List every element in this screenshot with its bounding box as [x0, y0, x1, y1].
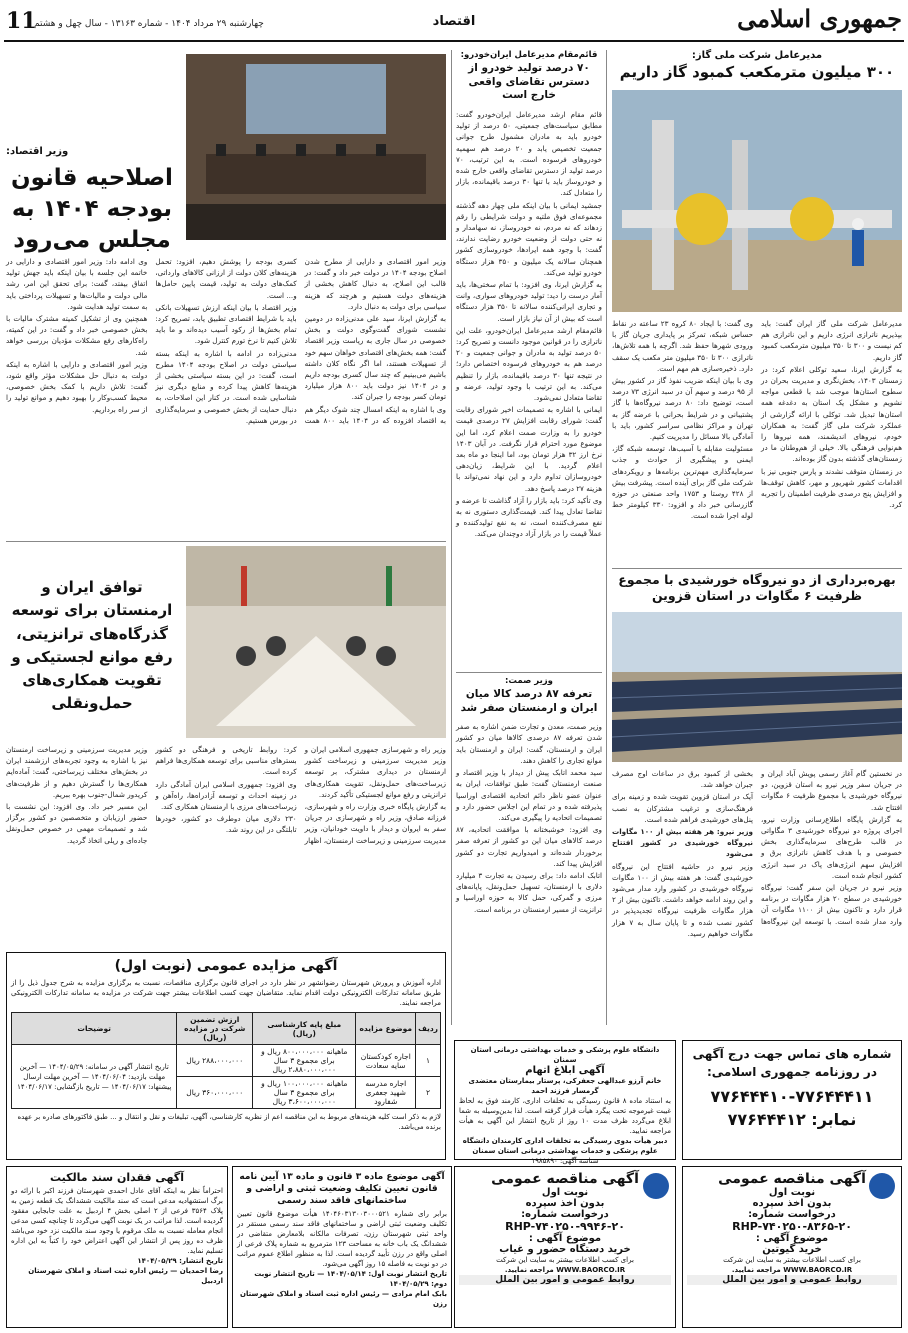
auction-cell: ماهیانه ۱۰۰،۰۰۰،۰۰۰ ریال و برای مجموع ۳ سال ۳،۶۰۰،۰۰۰،۰۰۰ ریال [253, 1077, 356, 1109]
gas-article [612, 50, 902, 570]
budget-paragraph: مدنی‌زاده در ادامه با اشاره به اینکه بسته سیاستی دولت در اصلاح بودجه ۱۴۰۴ مطرح است، گفت: در این بسته سیاستی بخشی از هزینه‌ها کاهش پیدا کرده و منابع دیگری نیز شناسایی شده است. در کنار این اصلاحات، به دنبال حمایت از بخش خصوصی و سرمایه‌گذاری در بورس هستیم. [155, 348, 297, 425]
gas-title: ۳۰۰ میلیون مترمکعب کمبود گاز داریم [619, 63, 895, 81]
cars-title: ۷۰ درصد تولید خودرو از دسترس تقاضای واقعی خارج است [468, 62, 590, 102]
auction-cell: ۱ [416, 1045, 441, 1077]
tender-subject-label: موضوع آگهی : [528, 1233, 602, 1244]
auction-col-header: ارزش تضمین شرکت در مزایده (ریال) [177, 1013, 253, 1045]
solar-paragraph: در نخستین گام آغاز رسمی پویش آباد ایران و در جریان سفر وزیر نیرو به استان قزوین، دو نیروگاه خورشیدی با مجموع ظرفیت ۶ مگاوات افتتاح شد. [761, 769, 903, 812]
armenia-paragraph: به گزارش پایگاه خبری وزارت راه و شهرسازی، فرزانه صادق، وزیر راه و شهرسازی در جریان سفر به ایروان و دیدار با داویت خودانیان، وزیر مدیریت سرزمینی و زیرساخت ارمنستان، اظهار کرد: روابط تاریخی و فرهنگی دو کشور بسترهای مناسبی برای توسعه همکاری‌ها فراهم کرده است. [155, 745, 446, 845]
contact-fax: نمابر: ۷۷۶۴۴۴۱۲ [727, 1110, 857, 1129]
gas-paragraph: وی با بیان اینکه ضریب نفوذ گاز در کشور بیش از ۹۵ درصد و سهم آن در سبد انرژی ۷۳ درصد است، توضیح داد: ۸۰ درصد نیروگاه‌ها با گاز پشتیبانی و در شرایط بحرانی با عرضه گاز به تهران و مراکز نظامی سراسر کشور، باید با آمادگی بالا مسائل را مدیریت کنیم. [612, 376, 753, 442]
land-title: آگهی موضوع ماده ۳ قانون و ماده ۱۳ آیین نامه قانون تعیین تکلیف وضعیت ثبتی و اراضی و ساختمانهای فاقد سند رسمی [239, 1172, 445, 1207]
auction-cell: اجاره مدرسه شهید جعفری شفارود [356, 1077, 416, 1109]
company-logo-icon [869, 1173, 895, 1199]
budget-kicker: وزیر اقتصاد: [6, 146, 69, 157]
contact-ad [682, 1040, 902, 1160]
delegation-meeting-image [186, 546, 446, 738]
cars-paragraph: قائم مقام ارشد مدیرعامل ایران‌خودرو گفت: مطابق سیاست‌های جمعیتی، ۵۰ درصد از تولید خودرو باید به مادران مشمول طرح جوانی جمعیت تخصیص یابد و ۲۰ درصد هم سهمیه خودروهای فرسوده است. به این ترتیب، ۷۰ درصد تولید از دسترس تقاضای واقعی خارج شده و خودروساز باید با تنها ۳۰ درصد باقیمانده، بازار را متعادل کند. [456, 109, 603, 198]
deed-title: آگهی فقدان سند مالکیت [50, 1171, 184, 1184]
budget-article [6, 50, 446, 540]
cars-body [456, 109, 602, 540]
gas-paragraph: وی گفت: با ایجاد ۸۰ کروه ۲۳ ساعته در نقاط حساس شبکه، تمرکز بر پایداری جریان گاز با ورودی شهرها حفظ شد. اگرچه با همه تلاش‌ها، ناترازی ۳۰۰ تا ۳۵۰ میلیون متر مکعب یک سقف دارد. ذخیره‌سازی هم مهم است. [612, 319, 754, 373]
auction-col-header: ردیف [416, 1013, 441, 1045]
armenia-photo [186, 546, 446, 738]
trade-title: تعرفه ۸۷ درصد کالا میان ایران و ارمنستان صفر شد [460, 688, 598, 714]
solar-title: بهره‌برداری از دو نیروگاه خورشیدی با مجموع ظرفیت ۶ مگاوات در استان قزوین [618, 572, 896, 604]
auction-col-header: مبلغ پایه کارشناسی (ریال) [253, 1013, 356, 1045]
tender-title: آگهی مناقصه عمومی [718, 1171, 866, 1187]
armenia-paragraph: وزیر مدیریت سرزمینی و زیرساخت ارمنستان نیز با اشاره به وجود تجربه‌های ارزشمند ایران در بخش‌های مختلف زیرساختی، گفت: آماده‌ایم همکاری‌ها را گسترش دهیم و از ظرفیت‌های کریدور شمال-جنوب بهره ببریم. [6, 745, 148, 799]
semnan-ad [454, 1040, 676, 1165]
cars-paragraph: وی تأکید کرد: باید بازار را آزاد گذاشت تا عرضه و تقاضا تعادل پیدا کند. قیمت‌گذاری دستوری نه به نفع مصرف‌کننده است، نه به نفع تولیدکننده و عملاً قیمت را در بازار آزاد دوچندان می‌کند. [456, 495, 602, 539]
trade-paragraph: اتابک ادامه داد: برای رسیدن به تجارت ۳ میلیارد دلاری با ارمنستان، تسهیل حمل‌ونقل، پایانه‌های مرزی و گمرکی، حمل کالا به حوزه اوراسیا و ترانزیت از مسیر ارمنستان در برنامه است. [456, 870, 602, 914]
semnan-body: به استناد ماده ۸ قانون رسیدگی به تخلفات اداری، کارمند فوق به لحاظ غیبت غیرموجه تحت پیگرد هیأت قرار گرفته است. لذا بدین‌وسیله به شما ابلاغ می‌گردد ظرف مدت ۱۰ روز از تاریخ انتشار این آگهی به هیأت مراجعه نمایید. [459, 1097, 671, 1135]
cars-paragraph: به گزارش ایرنا، وی افزود: با تمام سختی‌ها، باید آمار درست را دید: تولید خودروهای سواری، وانت و تجاری ایرانی‌کننده سالانه تا ۳۵۰ هزار دستگاه است که بیش از آن نیاز بازار است. [456, 279, 602, 323]
budget-paragraph: همچنین وی از تشکیل کمیته مشترک مالیات با بخش خصوصی خبر داد و گفت: در این کمیته، راه‌کارهای رفع مشکلات مؤدیان بررسی خواهد شد. [6, 314, 148, 357]
company-logo-icon [643, 1173, 669, 1199]
auction-cell: ۲۸۸،۰۰۰،۰۰۰ ریال [177, 1045, 253, 1077]
trade-paragraph: وزیر صمت، معدن و تجارت ضمن اشاره به صفر شدن تعرفه ۸۷ درصدی کالاها میان دو کشور ایران و ارمنستان، گفت: ایران و ارمنستان باید موانع تجاری را کاهش دهند. [456, 722, 602, 765]
auction-col-header: موضوع مزایده [356, 1013, 416, 1045]
tender-dept: روابط عمومی و امور بین الملل [459, 1275, 671, 1285]
page-number: 11 [6, 8, 37, 34]
cars-article [456, 50, 602, 670]
divider [456, 672, 602, 673]
divider [612, 568, 902, 569]
deed-body: احتراماً نظر به اینکه آقای عادل احمدی شهرستان فرزند اکبر با ارائه دو برگ استشهادیه مدعی است که سند مالکیت ششدانگ یک قطعه زمین به پلاک ۳۵۶۴ فرعی از ۲ اصلی بخش ۴ اردبیل به علت جابجایی مفقود گردیده است. لذا مراتب در یک نوبت آگهی می‌گردد تا چنانچه کسی مدعی انجام معامله نسبت به ملک مرقوم یا وجود سند مالکیت نزد خود می‌باشد ظرف ده روز پس از انتشار این آگهی اعتراض خود را کتباً به این اداره تسلیم نماید. [11, 1187, 223, 1255]
auction-table-header [12, 1013, 441, 1045]
armenia-paragraph: این مسیر خبر داد. وی افزود: این نشست با حضور ارزیابان و متخصصین دو کشور برگزار شد و تصمیمات مهمی در خصوص حمل‌ونقل جاده‌ای و ریلی اتخاذ گردید. [6, 802, 148, 845]
auction-cell: ۲ [416, 1077, 441, 1109]
armenia-paragraph: وزیر راه و شهرسازی جمهوری اسلامی ایران و وزیر مدیریت سرزمینی و زیرساخت کشور ارمنستان در دیداری مشترک، بر توسعه زیرساخت‌های حمل‌ونقل، تقویت همکاری‌های ترانزیتی و رفع موانع لجستیکی تأکید کردند. [304, 745, 446, 799]
tender-deposit: بدون اخذ سپرده [752, 1198, 832, 1209]
gas-paragraph: در زمستان متوقف نشدند و پارس جنوبی نیز با اقدامات کشور شهریور و مهر، کاهش توقف‌ها و افزایش پنج درصدی ظرفیت اطمینان را تجربه کرد. [761, 466, 902, 510]
tender-deposit: بدون اخذ سپرده [525, 1198, 605, 1209]
meeting-hall-image [186, 54, 446, 240]
auction-cell: ۳۶۰،۰۰۰،۰۰۰ ریال [177, 1077, 253, 1109]
trade-kicker: وزیر صمت: [505, 676, 553, 686]
budget-heading [6, 146, 178, 256]
divider [6, 541, 446, 542]
tender-ad-2 [454, 1166, 676, 1328]
solar-subheading: وزیر نیرو: هر هفته بیش از ۱۰۰ مگاوات نیروگاه خورشیدی در کشور افتتاح می‌شود [612, 827, 753, 859]
auction-notes: تاریخ انتشار آگهی در سامانه: ۱۴۰۴/۰۵/۲۹ — آخرین مهلت بازدید: ۱۴۰۴/۰۶/۰۴ — آخرین مهلت ارسال پیشنهاد: ۱۴۰۴/۰۶/۱۷ — تاریخ بازگشایی: ۱۴۰۴/۰۶/۱۷ [12, 1045, 177, 1109]
table-row [12, 1045, 441, 1077]
gas-pipeline-image [612, 90, 902, 312]
gas-paragraph: مسئولیت مقابله با آسیب‌ها، توسعه شبکه گاز، ایمنی و پیشگیری از حوادث و جذب سرمایه‌گذاری مهم‌ترین برنامه‌ها و رویکردهای شرکت ملی گاز برای آینده است. پیشرفت بیش از ۴۲۸ روستا و ۱۷۵۳ واحد صنعتی در حوزه گازرسانی خبر داد و افزود: ۳۳۰ کیلومتر خط لوله اجرا شده است. [612, 444, 753, 521]
gas-photo [612, 90, 902, 312]
semnan-title: آگهی ابلاغ اتهام [525, 1065, 605, 1076]
semnan-org: دانشگاه علوم پزشکی و خدمات بهداشتی درمانی استان سمنان [470, 1046, 660, 1064]
land-body: برابر رای شماره ۱۴۰۴۶۰۳۱۳۰۰۳۰۰۰۵۲۱ هیأت موضوع قانون تعیین تکلیف وضعیت ثبتی اراضی و ساختمانهای فاقد سند رسمی مستقر در واحد ثبتی شهرستان رزن، تصرفات مالکانه بلامعارض متقاضی در ششدانگ یک باب خانه به مساحت ۱۲۳ مترمربع به شماره پلاک فرعی از اصلی واقع در رزن تأیید گردیده است. لذا به منظور اطلاع عموم مراتب در دو نوبت به فاصله ۱۵ روز آگهی می‌شود. [237, 1210, 448, 1269]
trade-article [456, 676, 602, 1026]
solar-panels-image [612, 612, 902, 762]
tender-req-label: درخواست شماره: [748, 1209, 836, 1220]
tender-info: برای کسب اطلاعات بیشتر به سایت این شرکت [496, 1256, 634, 1264]
newspaper-logo: جمهوری اسلامی [737, 4, 902, 33]
solar-body [612, 768, 902, 1024]
armenia-heading [6, 576, 178, 716]
budget-paragraph: وی با اشاره به اینکه امسال چند شوک دیگر هم به اقتصاد افزوده که در ۱۴۰۴ باید ۸۰۰ همت کسری بودجه را پوشش دهیم، افزود: تحمل هزینه‌های کلان دولت از ارزانی کالاهای وارداتی، کمک‌های دولت به تولید، قیمت پایین حامل‌ها و... است. [155, 257, 446, 425]
budget-photo [186, 54, 446, 240]
tender-title: آگهی مناقصه عمومی [491, 1171, 639, 1187]
tender-subject-label: موضوع آگهی : [755, 1233, 829, 1244]
budget-paragraph: به گزارش ایرنا، سید علی مدنی‌زاده در دومین نشست شورای گفت‌وگوی دولت و بخش خصوصی در سال جاری به ریاست وزیر اقتصاد گفت: همه بخش‌های اقتصادی خواهان سهم خود از تسهیلات هستند، اما اگر نگاه کلان داشته باشیم می‌بینیم که چند سال کسری بودجه داریم و در ۱۴۰۴ نیز دولت باید ۸۰۰ هزار میلیارد تومان کسر بودجه را جبران کند. [304, 314, 446, 402]
budget-paragraph: وزیر امور اقتصادی و دارایی از مطرح شدن اصلاح بودجه ۱۴۰۴ در دولت خبر داد و گفت: در قالب این اصلاح، به دنبال کاهش بخشی از هزینه‌های دولت هستیم و هرچند که هزینه سیاسی برای دولت به دنبال دارد. [304, 257, 446, 311]
budget-paragraph: وی ادامه داد: وزیر امور اقتصادی و دارایی در خاتمه این جلسه با بیان اینکه باید جهش تولید اتفاق بیفتد، گفت: برای تحقق این امر، رشد مالی دولت و مالیات‌ها و تسهیلات پرداختی باید به سمت تولید هدایت شود. [6, 257, 148, 311]
tender-site: WWW.BAORCO.IR مراجعه نمایید. [504, 1266, 626, 1274]
contact-line: در روزنامه جمهوری اسلامی: [706, 1065, 878, 1079]
auction-cell: ماهیانه ۸۰۰،۰۰۰،۰۰۰ ریال و برای مجموع ۳ سال ۲،۸۸۰،۰۰۰،۰۰۰ ریال [253, 1045, 356, 1077]
tender-site: WWW.BAORCO.IR مراجعه نمایید. [731, 1266, 853, 1274]
auction-cell: اجاره کودکستان سایه سعادت [356, 1045, 416, 1077]
budget-paragraph: وزیر اقتصاد با بیان اینکه ارزش تسهیلات بانکی باید با شرایط اقتصادی تطبیق یابد، تصریح کرد: تمام بخش‌ها از رکود آسیب دیده‌اند و ما باید تلاش کنیم تا نرخ تورم کنترل شود. [155, 302, 297, 346]
budget-paragraph: وزیر امور اقتصادی و دارایی با اشاره به اینکه دولت به دنبال حل مشکلات مؤثر واقع شود، گفت: تلاش داریم با کمک بخش خصوصی، محیط کسب‌وکار را بهبود دهیم و موانع تولید را از سر راه برداریم. [6, 359, 148, 414]
auction-col-header: توضیحات [12, 1013, 177, 1045]
tender-dept: روابط عمومی و امور بین الملل [687, 1275, 897, 1285]
gas-paragraph: مدیرعامل شرکت ملی گاز ایران گفت: باید بپذیریم ناترازی انرژی داریم و این ناترازی هم کم نیست و ۳۰۰ تا ۳۵۰ میلیون مترمکعب کمبود گاز داریم. [761, 319, 903, 362]
auction-footer: لازم به ذکر است کلیه هزینه‌های مربوط به این مناقصه اعم از نظریه کارشناسی، آگهی، تبلیغات و نقل و انتقال و ... طبق فاکتورهای صادره بر عهده برنده می‌باشد. [17, 1113, 441, 1132]
header-rule [4, 40, 904, 42]
armenia-paragraph: وی افزود: جمهوری اسلامی ایران آمادگی دارد در زمینه احداث و توسعه آزادراه‌ها، راه‌آهن و زیرساخت‌های مرزی با ارمنستان همکاری کند. [155, 779, 297, 812]
tender-code: RHP-۷۴۰۲۵۰-۸۳۶۵-۲۰ [732, 1220, 852, 1233]
tender-subject: خرید گیوتین [762, 1244, 822, 1255]
tender-round: نوبت اول [541, 1187, 589, 1198]
armenia-article [6, 546, 446, 946]
date-line: چهارشنبه ۲۹ مرداد ۱۴۰۴ - شماره ۱۳۱۶۳ - سال چهل و هشتم [34, 19, 264, 29]
solar-article [612, 572, 902, 1024]
page-header [0, 0, 908, 44]
tender-req-label: درخواست شماره: [521, 1209, 609, 1220]
armenia-title: توافق ایران و ارمنستان برای توسعه گذرگاه‌های ترانزیتی، رفع موانع لجستیکی و تقویت همکاری‌های حمل‌ونقلی [11, 578, 173, 713]
tender-subject: خرید دستگاه حضور و غیاب [499, 1244, 631, 1255]
auction-title: آگهی مزایده عمومی (نوبت اول) [114, 958, 338, 974]
column-divider [451, 50, 452, 1025]
gas-kicker: مدیرعامل شرکت ملی گاز: [691, 50, 823, 61]
tender-round: نوبت اول [768, 1187, 816, 1198]
solar-paragraph: وزیر نیرو در جریان این سفر گفت: نیروگاه خورشیدی در سطح ۲۰ هزار مگاوات در برنامه قرار دارد و تاکنون بیش از ۱۱۰۰ مگاوات آن وارد مدار شده است. با توسعه این نیروگاه‌ها بخشی از کمبود برق در ساعات اوج مصرف جبران خواهد شد. [612, 769, 902, 926]
budget-title: اصلاحیه قانون بودجه ۱۴۰۴ به مجلس می‌رود [11, 165, 173, 254]
cars-paragraph: جمشید ایمانی با بیان اینکه ملی چهار دهه گذشته مجموعه‌ای فوق ملتیه و دولت شرایطی را رقم زدهاند که نه مردم، نه خودروساز، نه سهامدار و نه حتی دولت از وضعیت خودرو رضایت ندارند، گفت: با وجود همه ایرادها، خودروسازی کشور همچنان سالانه یک میلیون و ۳۵۰ هزار دستگاه خودرو تولید می‌کند. [456, 200, 602, 277]
deed-sign: رضا احمدیان — رئیس اداره ثبت اسناد و املاک شهرستان اردبیل [28, 1267, 223, 1285]
auction-ad [6, 952, 446, 1160]
semnan-name: خانم آرزو عبدالهی جعفرکی، پرستار بیمارستان معتضدی گرمسار فرزند احمد [468, 1077, 662, 1095]
gas-paragraph: به گزارش ایرنا، سعید توکلی اعلام کرد: در زمستان ۱۴۰۳، بخش‌نگری و مدیریت بحران در سطوح استان‌ها موجب شد با قطعی مواجه نشویم و مشکل یک استان به دغدغه همه استان‌ها تبدیل شد. توکلی با ارائه گزارشی از عملکرد شرکت ملی گاز گفت: به همکاران خودم، نیروهای اندیشمند، همه نیروها را هم‌نوایی فرهنگی بالا. خیلی از هم‌وطنان ما در زمستان‌های گذشته بدون گاز بوده‌اند. [761, 364, 902, 464]
solar-paragraph: وزیر نیرو در حاشیه افتتاح این نیروگاه خورشیدی گفت: هر هفته بیش از ۱۰۰ مگاوات نیروگاه خورشیدی در کشور وارد مدار می‌شود و این روند ادامه خواهد داشت. تاکنون بیش از ۲ هزار مگاوات ظرفیت نیروگاه تجدیدپذیر در کشور نصب شده و تا پایان سال به ۷ هزار مگاوات خواهیم رسید. [612, 861, 754, 938]
deed-ad [6, 1166, 228, 1328]
auction-intro: اداره آموزش و پرورش شهرستان رضوانشهر در نظر دارد در اجرای قانون برگزاری مناقصات، نسبت به برگزاری مزایده به شرح جدول ذیل را از طریق سامانه تدارکات الکترونیکی دولت اقدام نماید. متقاضیان جهت کسب اطلاعات بیشتر جهت شرکت در مزایده به سامانه تدارکات الکترونیکی مراجعه نمایند. [11, 979, 441, 1008]
trade-paragraph: سید محمد اتابک پیش از دیدار با وزیر اقتصاد و صنعت ارمنستان گفت: طبق توافقات، ایران به عنوان عضو ناظر دائم اتحادیه اقتصادی اوراسیا پذیرفته شده و در تمام این اجلاس حضور دارد و تصمیمات اتحادیه را پیگیری می‌کند. [456, 768, 602, 822]
solar-paragraph: آیک در استان قزوین تقویت شده و زمینه برای فرهنگ‌سازی و ترغیب مشترکان به نصب پنل‌های خورشیدی فراهم شده است. [612, 792, 753, 824]
contact-line: شماره های تماس جهت درج آگهی [692, 1047, 892, 1061]
trade-paragraph: وی افزود: خوشبختانه با موافقت اتحادیه، ۸۷ درصد کالاهای میان این دو کشور از تعرفه صفر برخوردار شده‌اند و امیدواریم تجارت دو کشور افزایش پیدا کند. [456, 825, 602, 868]
armenia-body [6, 744, 446, 944]
contact-phone: ۷۷۶۴۴۴۱۰-۷۷۶۴۴۴۱۱ [710, 1087, 874, 1106]
cars-kicker: قائم‌مقام مدیرعامل ایران‌خودرو: [460, 50, 598, 60]
solar-photo [612, 612, 902, 762]
land-ad [232, 1166, 452, 1328]
tender-code: RHP-۷۴۰۲۵۰-۹۹۴۶-۲۰ [505, 1220, 625, 1233]
section-title: اقتصاد [432, 14, 476, 29]
auction-table [11, 1012, 441, 1109]
trade-body [456, 721, 602, 914]
gas-body [612, 318, 902, 568]
semnan-sign: دبیر هیأت بدوی رسیدگی به تخلفات اداری کارمندان دانشگاه علوم پزشکی و خدمات بهداشتی درمانی استان سمنان [462, 1137, 668, 1155]
semnan-code: شناسه آگهی: ۱۹۸۵۸۹۰ [531, 1157, 599, 1165]
armenia-paragraph: ۲۳۰ دلاری میان دوطرف دو کشور، خودرها تابلتگی در این روند شد. [155, 814, 297, 835]
land-dates: تاریخ انتشار نوبت اول: ۱۴۰۴/۰۵/۱۴ — تاریخ انتشار نوبت دوم: ۱۴۰۴/۰۵/۲۹ [254, 1270, 447, 1289]
cars-paragraph: قائم‌مقام ارشد مدیرعامل ایران‌خودرو، علت این ناترازی را در قوانین موجود دانست و تصریح کرد: ۵۰ درصد تولید به مادران و جوانی جمعیت و ۲۰ درصد هم به خودروهای فرسوده اختصاص دارد؛ در نتیجه تنها ۳۰ درصد باقیمانده، بازار را تنظیم می‌کند. به این ترتیب با وجود تولید، عرضه و تقاضا متعادل نمی‌شود. [456, 325, 603, 402]
solar-paragraph: به گزارش پایگاه اطلاع‌رسانی وزارت نیرو، اجرای پروژه دو نیروگاه خورشیدی ۳ مگاواتی در قالب طرح‌های سرمایه‌گذاری بخش خصوصی و با هدف کاهش ناترازی برق و افزایش سهم انرژی‌های پاک در سبد انرژی کشور انجام شده است. [761, 814, 902, 880]
column-divider [606, 50, 607, 1025]
tender-ad-1 [682, 1166, 902, 1328]
tender-info: برای کسب اطلاعات بیشتر به سایت این شرکت [723, 1256, 861, 1264]
deed-date: تاریخ انتشار: ۱۴۰۴/۰۵/۲۹ [137, 1257, 223, 1265]
budget-body [6, 256, 446, 540]
land-sign: بابک امام مرادی — رئیس اداره ثبت اسناد و املاک شهرستان رزن [239, 1290, 447, 1309]
cars-paragraph: ایمانی با اشاره به تصمیمات اخیر شورای رقابت گفت: شورای رقابت افزایش ۲۷ درصدی قیمت خودرو را به وزارت صمت اعلام کرد، اما این موضوع مورد احترام قرار نگرفت. در آبان ۱۴۰۳ نرخ ارز ۳۲ هزار تومان بود، اما اینجا دو ماه بعد اعلام گردید. با این شرایط، زیان‌دهی خودروسازان تداوم دارد و این نهاد نمی‌تواند با هزینه ۲۷ درصد پاسخ دهد. [456, 405, 603, 493]
